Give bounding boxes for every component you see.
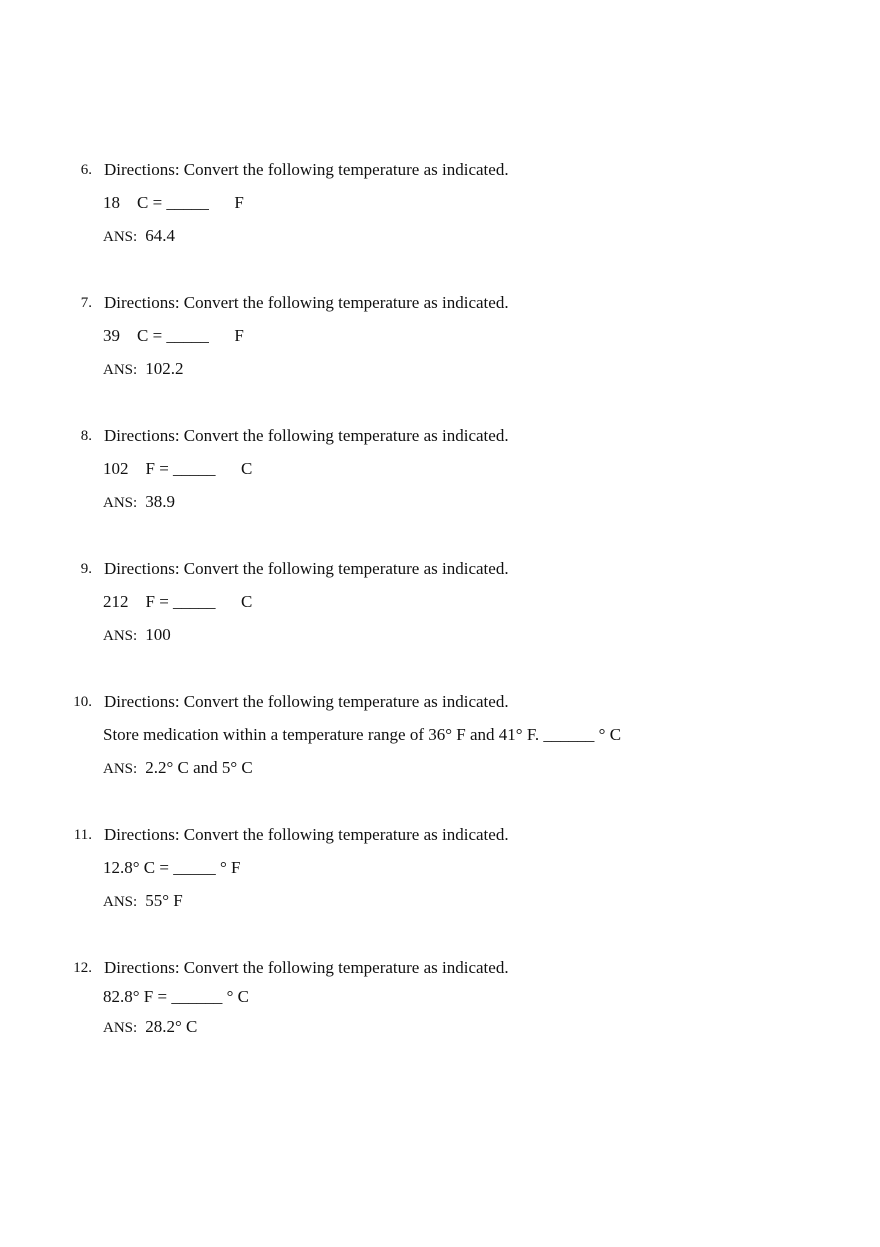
answer-label: ANS: [103, 628, 138, 644]
answer-line [103, 758, 253, 779]
question-directions: Directions: Convert the following temperature as indicated. [104, 293, 509, 312]
question-directions: Directions: Convert the following temperature as indicated. [104, 559, 509, 578]
question-number: 8. [80, 428, 92, 444]
answer-value: 2.2° C and 5° C [145, 758, 253, 777]
question-problem: 39 C = _____ F [103, 326, 244, 345]
question-problem: 12.8° C = _____ ° F [103, 858, 241, 877]
answer-value: 64.4 [145, 226, 175, 245]
answer-value: 38.9 [145, 492, 175, 511]
answer-value: 55° F [145, 891, 183, 910]
question-number: 10. [73, 694, 92, 710]
answer-line [103, 359, 183, 380]
answer-line [103, 1017, 197, 1038]
answer-line [103, 226, 175, 247]
question-problem: 212 F = _____ C [103, 592, 253, 611]
answer-line [103, 891, 183, 912]
question-directions: Directions: Convert the following temperature as indicated. [104, 160, 509, 179]
answer-value: 100 [145, 625, 171, 644]
answer-value: 102.2 [145, 359, 184, 378]
question-problem: 82.8° F = ______ ° C [103, 987, 249, 1006]
question-problem: 102 F = _____ C [103, 459, 253, 478]
answer-label: ANS: [103, 894, 138, 910]
answer-line [103, 625, 171, 646]
answer-label: ANS: [103, 229, 138, 245]
answer-label: ANS: [103, 1020, 138, 1036]
question-problem: Store medication within a temperature range of 36° F and 41° F. ______ ° C [103, 725, 622, 744]
answer-line [103, 492, 175, 513]
answer-value: 28.2° C [145, 1017, 198, 1036]
question-directions: Directions: Convert the following temperature as indicated. [104, 958, 509, 977]
question-directions: Directions: Convert the following temperature as indicated. [104, 426, 509, 445]
question-number: 7. [80, 295, 92, 311]
question-directions: Directions: Convert the following temperature as indicated. [104, 825, 509, 844]
question-number: 6. [80, 162, 92, 178]
question-problem: 18 C = _____ F [103, 193, 244, 212]
question-number: 11. [73, 827, 92, 843]
answer-label: ANS: [103, 495, 138, 511]
answer-label: ANS: [103, 362, 138, 378]
question-number: 12. [73, 960, 92, 976]
answer-label: ANS: [103, 761, 138, 777]
question-directions: Directions: Convert the following temperature as indicated. [104, 692, 509, 711]
question-number: 9. [80, 561, 92, 577]
